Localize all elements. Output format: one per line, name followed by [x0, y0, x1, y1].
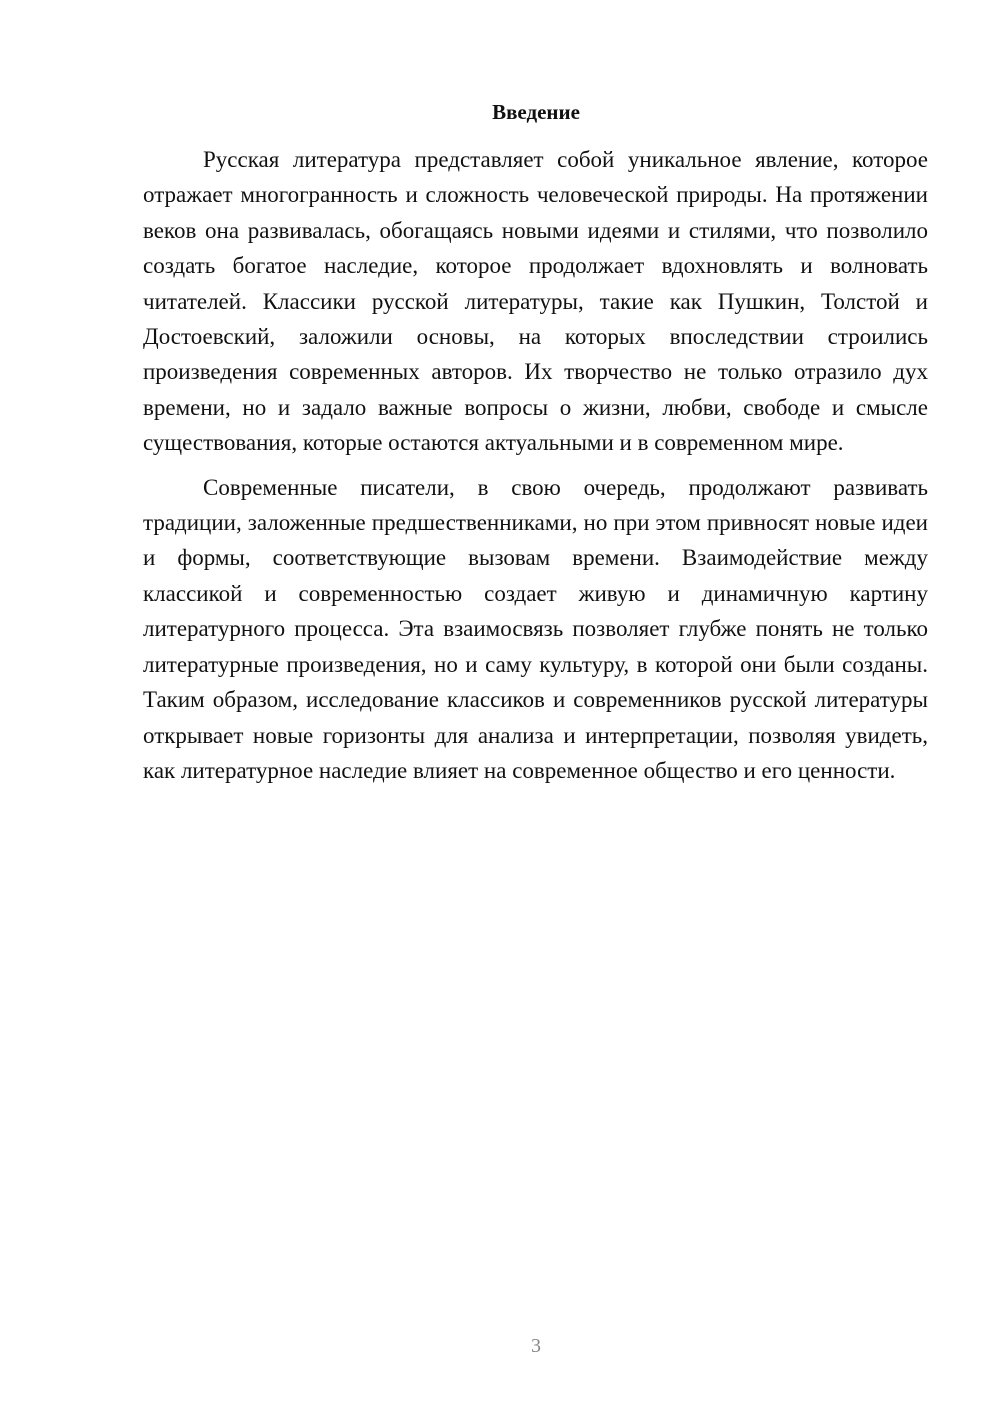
page-number: 3: [531, 1335, 541, 1357]
paragraph-2: Современные писатели, в свою очередь, продолжают развивать традиции, заложенные предшественниками, но при этом привносят новые идеи и формы, соответствующие вызовам времени. Взаимодействие между классикой и современностью создает живую и динамичную картину литературного процесса. Эта взаимосвязь позволяет глубже понять не только литературные произведения, но и саму культуру, в которой они были созданы. Таким образом, исследование классиков и современников русской литературы открывает новые горизонты для анализа и интерпретации, позволяя увидеть, как литературное наследие влияет на современное общество и его ценности.: [143, 474, 928, 783]
body-text: [143, 142, 928, 788]
paragraph-1: Русская литература представляет собой уникальное явление, которое отражает многогранность и сложность человеческой природы. На протяжении веков она развивалась, обогащаясь новыми идеями и стилями, что позволило создать богатое наследие, которое продолжает вдохновлять и волновать читателей. Классики русской литературы, такие как Пушкин, Толстой и Достоевский, заложили основы, на которых впоследствии строились произведения современных авторов. Их творчество не только отразило дух времени, но и задало важные вопросы о жизни, любви, свободе и смысле существования, которые остаются актуальными и в современном мире.: [143, 147, 928, 456]
section-heading: Введение: [492, 100, 580, 124]
